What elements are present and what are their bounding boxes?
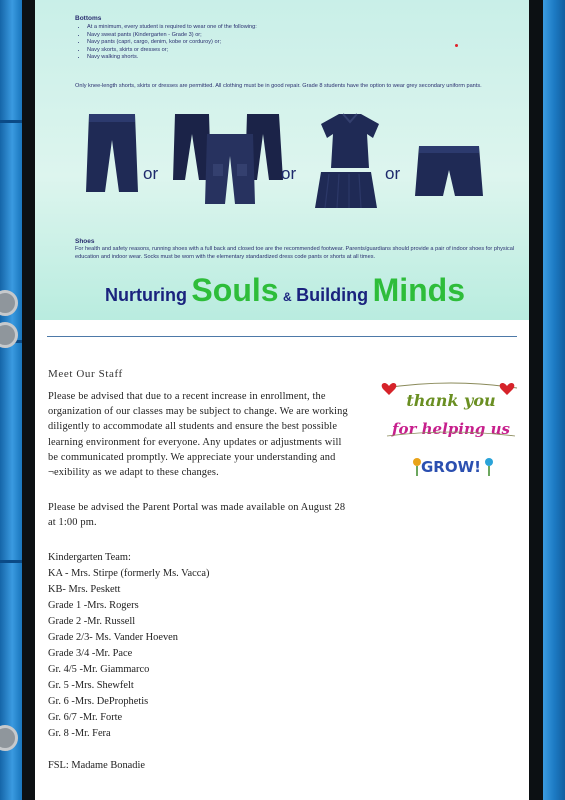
staff-list-item: KB- Mrs. Peskett bbox=[48, 584, 121, 595]
bottoms-item: • Navy sweat pants (Kindergarten - Grade 3) or; bbox=[87, 32, 495, 40]
padlock-icon bbox=[0, 725, 18, 751]
slogan-ampersand: & bbox=[283, 290, 292, 304]
border-bar-right bbox=[529, 0, 543, 800]
thanks-line-1: thank you bbox=[406, 391, 496, 410]
bottoms-item: • Navy walking shorts. bbox=[87, 54, 495, 62]
thanks-line-3: GROW! bbox=[421, 458, 481, 476]
list-spacer bbox=[48, 742, 209, 758]
slogan-word: Nurturing bbox=[104, 285, 187, 305]
walking-shorts-illustration bbox=[413, 142, 485, 200]
padlock-icon bbox=[0, 290, 18, 316]
slogan bbox=[95, 272, 475, 309]
staff-list-item: Gr. 4/5 -Mr. Giammarco bbox=[48, 664, 150, 675]
or-label: or bbox=[385, 164, 401, 183]
staff-list-item: FSL: Madame Bonadie bbox=[48, 760, 145, 771]
bottoms-heading: Bottoms bbox=[75, 15, 102, 22]
shoes-heading: Shoes bbox=[75, 238, 95, 245]
thank-you-image bbox=[381, 376, 521, 486]
slogan-word: Souls bbox=[191, 272, 279, 308]
dress-and-skort-illustration bbox=[315, 112, 385, 210]
red-dot bbox=[455, 44, 458, 47]
or-label: or bbox=[281, 164, 297, 183]
newsletter-page bbox=[35, 0, 529, 800]
bottoms-item: • Navy skorts, skirts or dresses or; bbox=[87, 47, 495, 55]
staff-list-item: Grade 2 -Mr. Russell bbox=[48, 616, 136, 627]
border-bar-left bbox=[22, 0, 35, 800]
flower-icon bbox=[485, 458, 493, 466]
staff-list-item: Kindergarten Team: bbox=[48, 552, 131, 563]
staff-list-item: Gr. 5 -Mrs. Shewfelt bbox=[48, 680, 134, 691]
uniform-flyer-image bbox=[35, 0, 529, 320]
bottoms-note: Only knee-length shorts, skirts or dresses are permitted. All clothing must be in good repair. Grade 8 students have the option to wear grey secondary uniform pants. bbox=[75, 83, 482, 89]
slogan-word: Minds bbox=[372, 272, 465, 308]
or-label: or bbox=[143, 164, 159, 183]
staff-list-item: Gr. 6 -Mrs. DeProphetis bbox=[48, 696, 149, 707]
heart-icon bbox=[500, 383, 515, 395]
staff-list-item: Grade 2/3- Ms. Vander Hoeven bbox=[48, 632, 178, 643]
thanks-line-2: for helping us bbox=[392, 420, 510, 438]
bottoms-intro: • At a minimum, every student is required to wear one of the following: bbox=[87, 24, 495, 32]
staff-list bbox=[48, 550, 209, 774]
section-title: Meet Our Staff bbox=[48, 368, 123, 380]
bottoms-list bbox=[75, 24, 495, 62]
sweatpants-illustration bbox=[83, 110, 141, 196]
bottoms-item: • Navy pants (capri, cargo, denim, kobe or corduroy) or; bbox=[87, 39, 495, 47]
staff-list-item: Gr. 6/7 -Mr. Forte bbox=[48, 712, 123, 723]
parent-portal-notice: Please be advised the Parent Portal was made available on August 28 at 1:00 pm. bbox=[48, 502, 346, 529]
staff-list-item: Grade 3/4 -Mr. Pace bbox=[48, 648, 133, 659]
pants-illustration bbox=[167, 110, 287, 206]
padlock-icon bbox=[0, 322, 18, 348]
staff-list-item: Grade 1 -Mrs. Rogers bbox=[48, 600, 139, 611]
divider bbox=[47, 336, 517, 337]
heart-icon bbox=[382, 383, 397, 395]
flower-icon bbox=[413, 458, 421, 466]
shoes-text: For health and safety reasons, running shoes with a full back and closed toe are the recommended footwear. Parents/guardians should provide a pair of indoor shoes for physical education and indoor wear. Socks must be worn with the elementary standardized dress code pants or shorts at all times. bbox=[75, 246, 515, 260]
staff-list-item: KA - Mrs. Stirpe (formerly Ms. Vacca) bbox=[48, 568, 210, 579]
staff-list-item: Gr. 8 -Mr. Fera bbox=[48, 728, 111, 739]
slogan-word: Building bbox=[296, 285, 369, 305]
enrollment-notice: Please be advised that due to a recent increase in enrollment, the organization of our classes may be subject to change. We are working diligently to accommodate all students and ensure the best possible learning environment for everyone. Any updates or adjustments will be communicated promptly. We appreciate your understanding and ¬exibility as we adapt to these changes. bbox=[48, 391, 348, 479]
